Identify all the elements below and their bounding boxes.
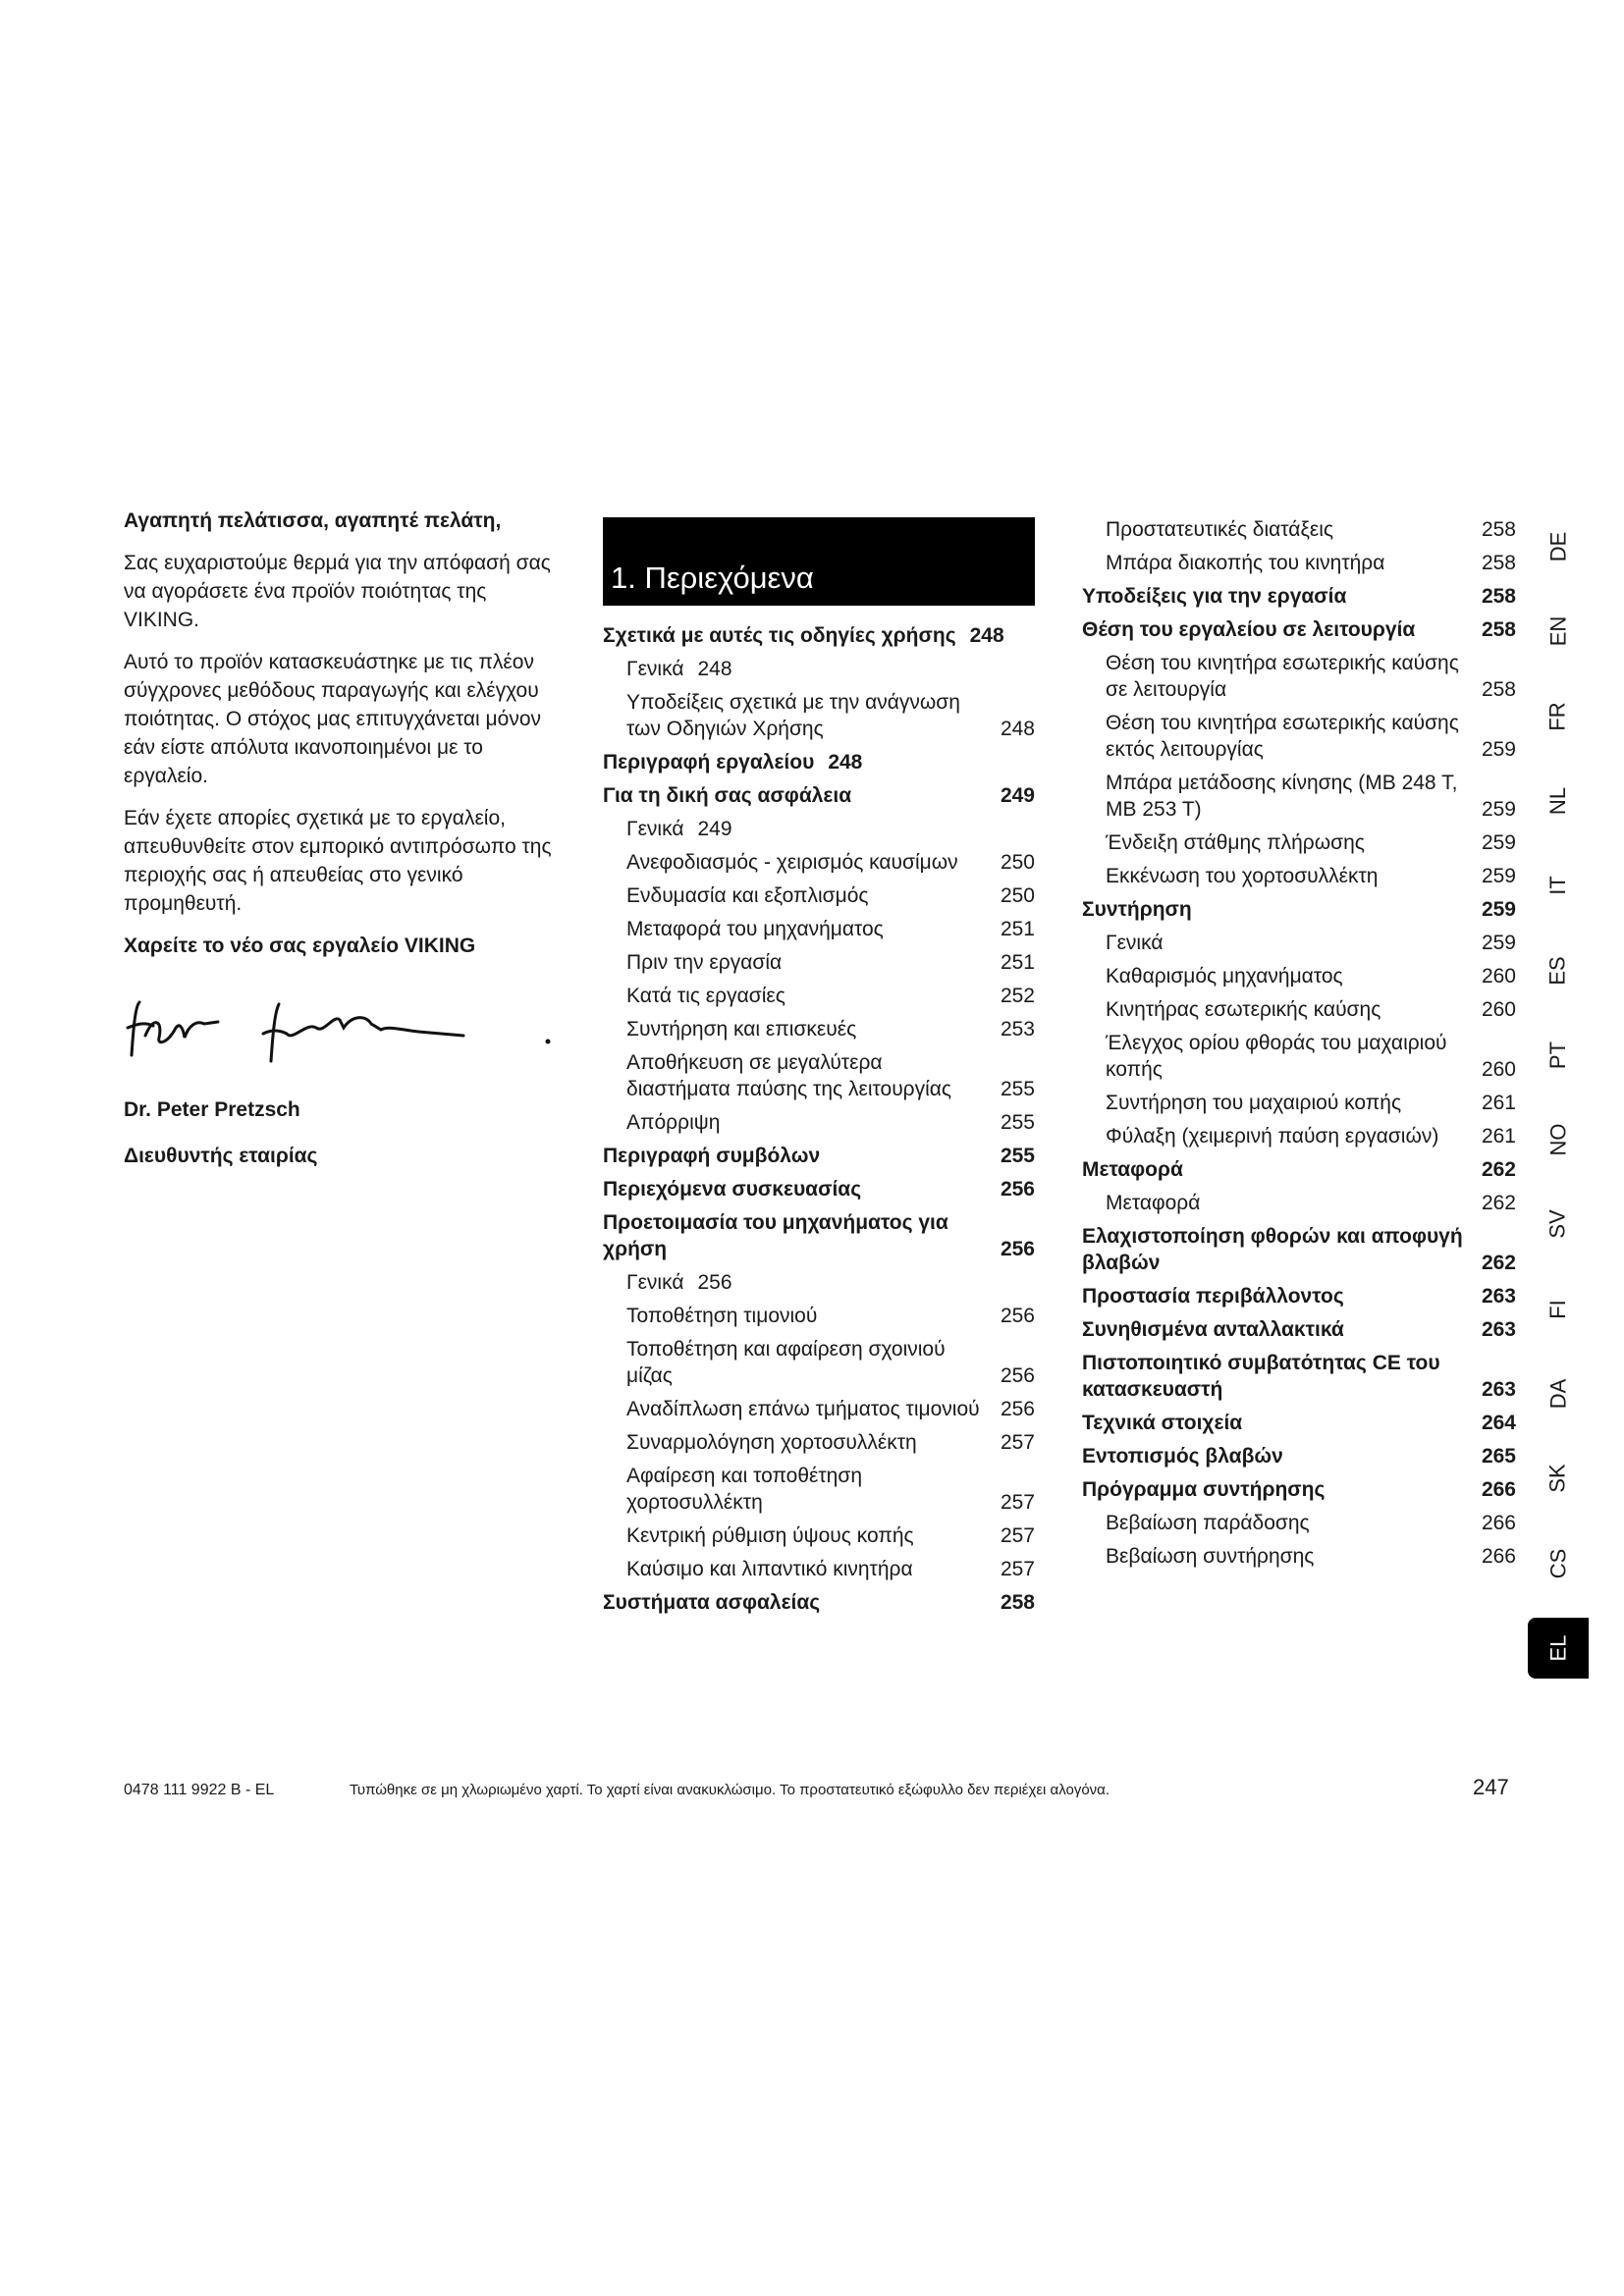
toc-entry-page: 256 — [697, 1271, 732, 1294]
toc-entry-title: Συναρμολόγηση χορτοσυλλέκτη — [626, 1431, 917, 1454]
toc-entry-page: 248 — [828, 751, 863, 774]
intro-paragraph-2: Αυτό το προϊόν κατασκευάστηκε με τις πλέον σύγχρονες μεθόδους παραγωγής και ελέγχου ποιότητας. Ο στόχος μας επιτυγχάνεται μόνον εάν είστε απόλυτα ικανοποιημένοι με το εργαλείο. — [124, 651, 542, 787]
toc-entry-title: Αναδίπλωση επάνω τμήματος τιμονιού — [626, 1398, 980, 1420]
language-tab-label: EN — [1545, 616, 1570, 647]
intro-column — [124, 507, 556, 974]
toc-entry-page: 262 — [1481, 1192, 1516, 1214]
language-tab-de[interactable] — [1528, 516, 1589, 577]
toc-entry[interactable] — [1082, 1156, 1516, 1183]
language-tab-label: EL — [1544, 1634, 1570, 1662]
toc-entry-page: 266 — [1481, 1478, 1516, 1501]
toc-entry-title: Πρόγραμμα συντήρησης — [1082, 1478, 1326, 1501]
toc-entry-title: Συστήματα ασφαλείας — [603, 1591, 821, 1614]
toc-entry[interactable] — [1082, 996, 1516, 1023]
toc-entry-title: Τοποθέτηση τιμονιού — [626, 1305, 818, 1327]
toc-entry-title: Κινητήρας εσωτερικής καύσης — [1106, 998, 1381, 1021]
toc-entry[interactable] — [1082, 1283, 1516, 1309]
greeting: Αγαπητή πελάτισσα, αγαπητέ πελάτη, — [124, 509, 502, 532]
language-tab-label: FR — [1544, 701, 1570, 731]
language-tab-label: FI — [1545, 1299, 1570, 1319]
toc-entry[interactable] — [603, 1303, 1035, 1329]
toc-entry-page: 252 — [1000, 985, 1035, 1007]
toc-header — [603, 517, 1035, 606]
toc-entry[interactable] — [1082, 1030, 1516, 1083]
signer-name: Dr. Peter Pretzsch — [124, 1098, 300, 1121]
toc-column-1 — [603, 622, 1035, 1623]
toc-entry-page: 260 — [1481, 998, 1516, 1021]
toc-entry-page: 259 — [1481, 798, 1516, 821]
toc-entry-title: Τεχνικά στοιχεία — [1082, 1412, 1243, 1434]
language-tab-fr[interactable] — [1528, 686, 1589, 747]
toc-entry-page: 263 — [1481, 1318, 1516, 1341]
toc-entry-title: Αφαίρεση και τοποθέτηση χορτοσυλλέκτη — [626, 1465, 863, 1514]
toc-entry-title: Σχετικά με αυτές τις οδηγίες χρήσης — [603, 624, 956, 647]
language-tab-label: ES — [1544, 955, 1570, 986]
toc-entry[interactable] — [1082, 1123, 1516, 1149]
toc-entry[interactable] — [1082, 1190, 1516, 1216]
language-tab-it[interactable] — [1528, 855, 1589, 916]
toc-entry[interactable] — [603, 1556, 1035, 1582]
toc-entry-title: Προστατευτικές διατάξεις — [1106, 518, 1333, 541]
toc-entry[interactable] — [1082, 770, 1516, 823]
intro-paragraph-1: Σας ευχαριστούμε θερμά για την απόφασή σας να αγοράσετε ένα προϊόν ποιότητας της VIKING. — [124, 552, 551, 631]
toc-entry-page: 260 — [1481, 1058, 1516, 1081]
toc-entry-title: Γενικά — [1106, 932, 1164, 954]
toc-entry[interactable] — [603, 1336, 1035, 1389]
toc-entry-page: 258 — [1481, 618, 1516, 641]
page-number: 247 — [1473, 1775, 1509, 1799]
toc-entry[interactable] — [603, 849, 1035, 876]
toc-entry[interactable] — [1082, 930, 1516, 956]
toc-entry[interactable] — [603, 1429, 1035, 1456]
toc-entry[interactable] — [603, 1396, 1035, 1422]
toc-entry-title: Εκκένωση του χορτοσυλλέκτη — [1106, 865, 1379, 887]
toc-entry-title: Μεταφορά — [1106, 1192, 1201, 1214]
toc-entry[interactable] — [603, 1049, 1035, 1102]
language-tab-label: DA — [1545, 1378, 1570, 1410]
toc-entry-title: Υποδείξεις για την εργασία — [1082, 585, 1347, 608]
toc-entry-page: 256 — [1000, 1178, 1035, 1201]
toc-entry[interactable] — [603, 1463, 1035, 1516]
language-tab-fi[interactable] — [1528, 1279, 1589, 1340]
toc-entry-title: Έλεγχος ορίου φθοράς του μαχαιριού κοπής — [1106, 1032, 1447, 1081]
toc-entry-title: Βεβαίωση συντήρησης — [1106, 1545, 1315, 1568]
toc-entry-page: 259 — [1481, 831, 1516, 854]
toc-entry-page: 258 — [1000, 1591, 1035, 1614]
paper-note: Τυπώθηκε σε μη χλωριωμένο χαρτί. Το χαρτί είναι ανακυκλώσιμο. Το προστατευτικό εξώφυλλο δεν περιέχει αλογόνα. — [350, 1782, 1110, 1798]
language-tab-label: NL — [1545, 786, 1570, 815]
toc-entry-title: Αποθήκευση σε μεγαλύτερα διαστήματα παύσης της λειτουργίας — [626, 1051, 952, 1100]
toc-entry[interactable] — [603, 656, 1035, 682]
toc-entry-title: Γενικά — [626, 1271, 684, 1294]
toc-entry[interactable] — [1082, 1543, 1516, 1570]
toc-entry-page: 266 — [1481, 1545, 1516, 1568]
toc-entry-title: Για τη δική σας ασφάλεια — [603, 784, 852, 807]
toc-entry-page: 263 — [1481, 1285, 1516, 1308]
toc-entry-page: 257 — [1000, 1431, 1035, 1454]
toc-entry-page: 248 — [969, 624, 1004, 647]
toc-entry-title: Συνηθισμένα ανταλλακτικά — [1082, 1318, 1344, 1341]
toc-entry-page: 257 — [1000, 1558, 1035, 1580]
toc-entry-page: 255 — [1000, 1111, 1035, 1134]
toc-entry[interactable] — [1082, 1410, 1516, 1436]
toc-entry-title: Θέση του κινητήρα εσωτερικής καύσης σε λειτουργία — [1106, 652, 1459, 701]
language-tab-pt[interactable] — [1528, 1025, 1589, 1086]
toc-entry-page: 253 — [1000, 1018, 1035, 1041]
toc-entry[interactable] — [603, 1016, 1035, 1042]
toc-entry-page: 256 — [1000, 1398, 1035, 1420]
toc-entry-title: Μπάρα διακοπής του κινητήρα — [1106, 552, 1385, 574]
toc-entry-page: 256 — [1000, 1305, 1035, 1327]
toc-entry-page: 255 — [1000, 1078, 1035, 1100]
toc-title: 1. Περιεχόμενα — [611, 561, 814, 595]
language-tab-el[interactable] — [1528, 1618, 1589, 1679]
toc-entry[interactable] — [1082, 863, 1516, 889]
toc-entry-page: 257 — [1000, 1491, 1035, 1514]
language-tab-en[interactable] — [1528, 601, 1589, 662]
toc-entry-title: Υποδείξεις σχετικά με την ανάγνωση των Οδηγιών Χρήσης — [626, 691, 960, 740]
toc-entry-title: Περιγραφή συμβόλων — [603, 1145, 821, 1167]
language-tab-label: NO — [1545, 1123, 1570, 1156]
language-tab-es[interactable] — [1528, 940, 1589, 1001]
toc-entry-title: Μεταφορά του μηχανήματος — [626, 918, 884, 940]
toc-entry-title: Ανεφοδιασμός - χειρισμός καυσίμων — [626, 851, 958, 874]
toc-entry-page: 262 — [1481, 1252, 1516, 1274]
toc-entry[interactable] — [603, 1269, 1035, 1296]
toc-entry-page: 261 — [1481, 1092, 1516, 1114]
toc-entry-page: 259 — [1481, 738, 1516, 761]
toc-entry-page: 258 — [1481, 678, 1516, 701]
toc-entry[interactable] — [603, 1109, 1035, 1136]
toc-entry[interactable] — [1082, 650, 1516, 703]
language-tab-label: DE — [1545, 531, 1570, 562]
toc-entry-page: 263 — [1481, 1378, 1516, 1401]
toc-entry-title: Μπάρα μετάδοσης κίνησης (MB 248 T, MB 253 T) — [1106, 772, 1458, 821]
slogan: Χαρείτε το νέο σας εργαλείο VIKING — [124, 934, 476, 957]
toc-entry[interactable] — [603, 689, 1035, 742]
toc-entry[interactable] — [1082, 516, 1516, 543]
toc-entry[interactable] — [1082, 1476, 1516, 1503]
toc-entry-page: 259 — [1481, 865, 1516, 887]
language-tab-sv[interactable] — [1528, 1194, 1589, 1255]
toc-entry-page: 262 — [1481, 1158, 1516, 1181]
toc-entry-title: Κατά τις εργασίες — [626, 985, 785, 1007]
toc-entry-title: Περιγραφή εργαλείου — [603, 751, 815, 774]
language-tab-label: PT — [1545, 1041, 1570, 1069]
toc-entry-title: Ενδυμασία και εξοπλισμός — [626, 884, 869, 907]
toc-entry[interactable] — [603, 1209, 1035, 1262]
language-tab-label: CS — [1545, 1548, 1570, 1578]
toc-entry-page: 259 — [1481, 932, 1516, 954]
toc-entry-page: 251 — [1000, 951, 1035, 974]
toc-entry-title: Συντήρηση — [1082, 898, 1192, 921]
toc-entry-title: Προετοιμασία του μηχανήματος για χρήση — [603, 1211, 948, 1260]
toc-entry-title: Θέση του εργαλείου σε λειτουργία — [1082, 618, 1416, 641]
toc-entry[interactable] — [603, 1143, 1035, 1169]
toc-entry-title: Συντήρηση του μαχαιριού κοπής — [1106, 1092, 1402, 1114]
toc-entry-page: 258 — [1481, 518, 1516, 541]
toc-entry[interactable] — [1082, 1350, 1516, 1403]
toc-entry-page: 256 — [1000, 1364, 1035, 1387]
toc-entry-page: 248 — [1000, 718, 1035, 740]
toc-entry-page: 261 — [1481, 1125, 1516, 1148]
toc-entry[interactable] — [1082, 710, 1516, 763]
toc-entry[interactable] — [603, 749, 1035, 775]
toc-entry[interactable] — [603, 1176, 1035, 1202]
toc-entry-page: 249 — [697, 818, 732, 840]
toc-entry-title: Πιστοποιητικό συμβατότητας CE του κατασκευαστή — [1082, 1352, 1440, 1401]
toc-entry[interactable] — [1082, 1223, 1516, 1276]
toc-entry-page: 265 — [1481, 1445, 1516, 1468]
toc-entry[interactable] — [1082, 1510, 1516, 1536]
toc-entry-title: Κεντρική ρύθμιση ύψους κοπής — [626, 1524, 914, 1547]
toc-entry[interactable] — [603, 782, 1035, 809]
toc-entry-page: 264 — [1481, 1412, 1516, 1434]
toc-entry-title: Ελαχιστοποίηση φθορών και αποφυγή βλαβών — [1082, 1225, 1463, 1274]
language-tab-da[interactable] — [1528, 1363, 1589, 1424]
signer-title: Διευθυντής εταιρίας — [124, 1145, 318, 1167]
toc-entry-title: Φύλαξη (χειμερινή παύση εργασιών) — [1106, 1125, 1439, 1148]
toc-entry[interactable] — [603, 882, 1035, 909]
toc-entry-page: 248 — [697, 658, 732, 680]
toc-entry[interactable] — [1082, 616, 1516, 643]
toc-entry-title: Εντοπισμός βλαβών — [1082, 1445, 1283, 1468]
toc-column-2 — [1082, 516, 1516, 1576]
toc-entry[interactable] — [603, 916, 1035, 942]
toc-entry-title: Απόρριψη — [626, 1111, 721, 1134]
toc-entry[interactable] — [1082, 829, 1516, 856]
language-tab-label: SV — [1544, 1209, 1570, 1240]
toc-entry-title: Καθαρισμός μηχανήματος — [1106, 965, 1343, 988]
toc-entry[interactable] — [1082, 1090, 1516, 1116]
toc-entry-title: Περιεχόμενα συσκευασίας — [603, 1178, 862, 1201]
language-tab-no[interactable] — [1528, 1109, 1589, 1170]
language-tab-sk[interactable] — [1528, 1448, 1589, 1509]
toc-entry-title: Γενικά — [626, 818, 684, 840]
language-tab-label: SK — [1544, 1464, 1570, 1493]
toc-entry[interactable] — [603, 622, 1035, 649]
language-tab-nl[interactable] — [1528, 771, 1589, 831]
language-tab-label: IT — [1545, 876, 1570, 895]
toc-entry[interactable] — [603, 1522, 1035, 1549]
toc-entry[interactable] — [603, 1589, 1035, 1616]
toc-entry-page: 260 — [1481, 965, 1516, 988]
toc-entry-page: 257 — [1000, 1524, 1035, 1547]
document-code: 0478 111 9922 B - EL — [124, 1782, 275, 1798]
toc-entry-title: Θέση του κινητήρα εσωτερικής καύσης εκτός λειτουργίας — [1106, 712, 1459, 761]
toc-entry-page: 251 — [1000, 918, 1035, 940]
toc-entry-title: Μεταφορά — [1082, 1158, 1183, 1181]
toc-entry[interactable] — [1082, 550, 1516, 576]
toc-entry[interactable] — [603, 983, 1035, 1009]
toc-entry-title: Ένδειξη στάθμης πλήρωσης — [1106, 831, 1365, 854]
toc-entry-title: Προστασία περιβάλλοντος — [1082, 1285, 1344, 1308]
toc-entry-page: 250 — [1000, 884, 1035, 907]
toc-entry-title: Βεβαίωση παράδοσης — [1106, 1512, 1310, 1534]
toc-entry-page: 258 — [1481, 585, 1516, 608]
toc-entry[interactable] — [603, 816, 1035, 842]
toc-entry-title: Συντήρηση και επισκευές — [626, 1018, 857, 1041]
toc-entry-title: Καύσιμο και λιπαντικό κινητήρα — [626, 1558, 913, 1580]
toc-entry[interactable] — [1082, 1316, 1516, 1343]
toc-entry-title: Πριν την εργασία — [626, 951, 783, 974]
toc-entry[interactable] — [603, 949, 1035, 976]
toc-entry-title: Γενικά — [626, 658, 684, 680]
toc-entry-title: Τοποθέτηση και αφαίρεση σχοινιού μίζας — [626, 1338, 946, 1387]
toc-entry-page: 249 — [1000, 784, 1035, 807]
intro-paragraph-3: Εάν έχετε απορίες σχετικά με το εργαλείο, απευθυνθείτε στον εμπορικό αντιπρόσωπο της περιοχής σας ή απευθείας στο γενικό προμηθευτή. — [124, 807, 552, 915]
toc-entry-page: 259 — [1481, 898, 1516, 921]
language-tab-cs[interactable] — [1528, 1533, 1589, 1594]
toc-entry-page: 258 — [1481, 552, 1516, 574]
toc-entry-page: 266 — [1481, 1512, 1516, 1534]
signature-image — [124, 987, 556, 1075]
toc-entry[interactable] — [1082, 583, 1516, 610]
toc-entry[interactable] — [1082, 963, 1516, 989]
toc-entry[interactable] — [1082, 1443, 1516, 1469]
toc-entry-page: 250 — [1000, 851, 1035, 874]
toc-entry-page: 255 — [1000, 1145, 1035, 1167]
language-tabs — [1528, 516, 1589, 1694]
toc-entry[interactable] — [1082, 896, 1516, 923]
toc-entry-page: 256 — [1000, 1238, 1035, 1260]
